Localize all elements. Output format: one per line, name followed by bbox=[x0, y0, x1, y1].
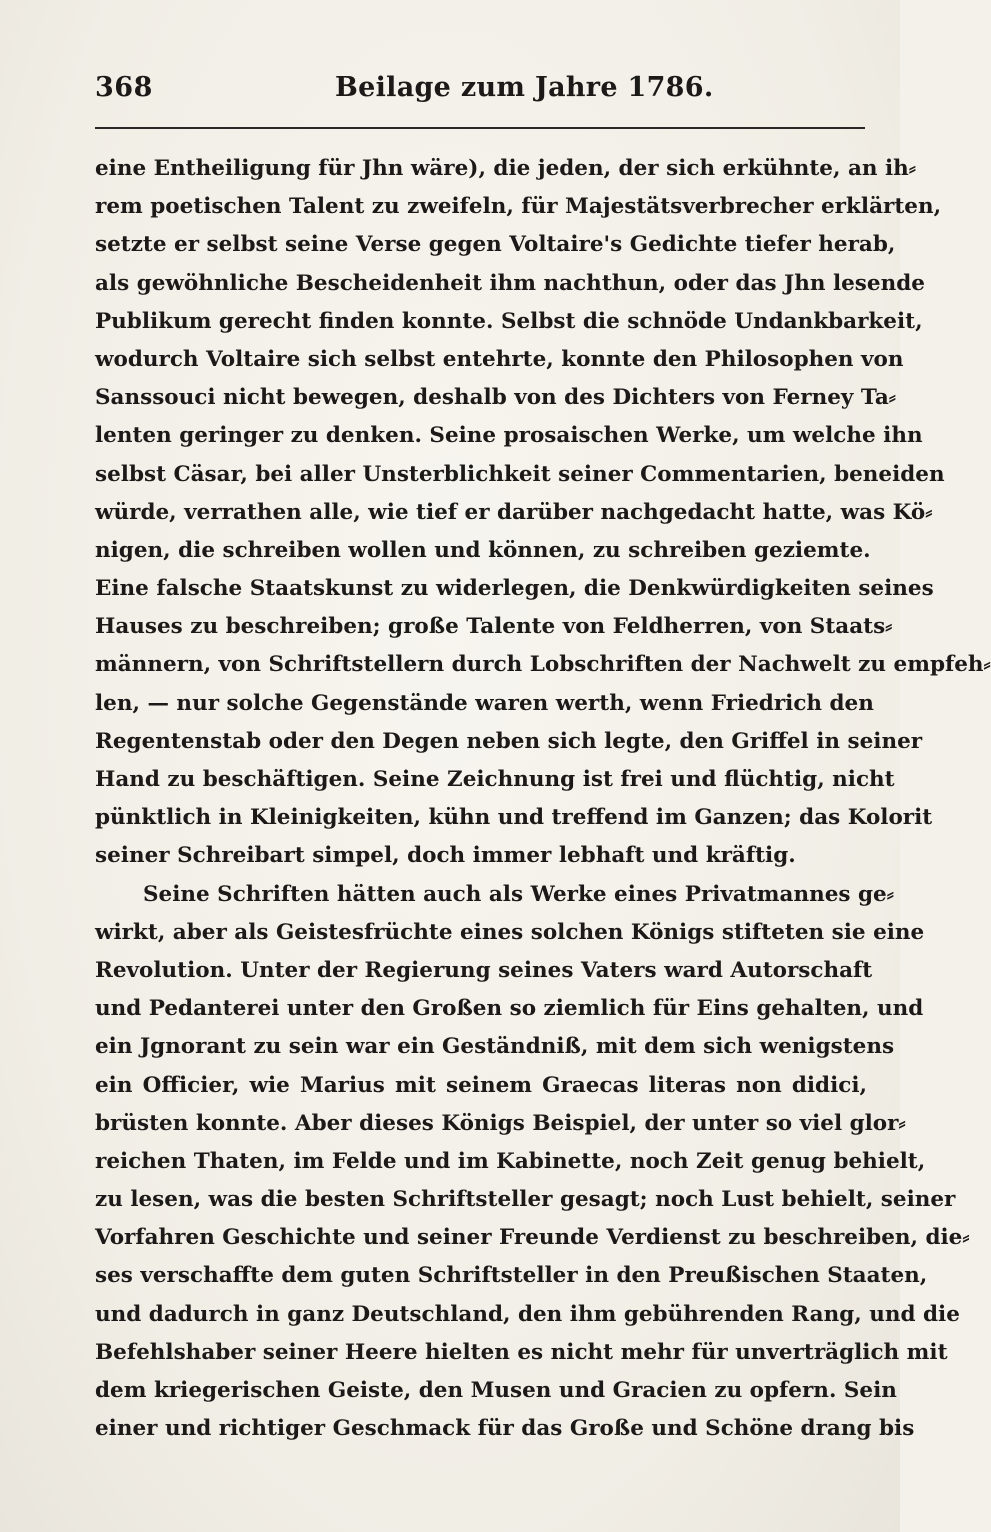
text-line: nigen, die schreiben wollen und können, zu schreiben geziemte. bbox=[95, 537, 871, 563]
text-line: ein Jgnorant zu sein war ein Geständniß, mit dem sich wenigstens bbox=[95, 1034, 895, 1060]
text-line: eine Entheiligung für Jhn wäre), die jeden, der sich erkühnte, an ih⸗ bbox=[95, 156, 916, 181]
text-line: rem poetischen Talent zu zweifeln, für Majestätsverbrecher erklärten, bbox=[95, 194, 942, 220]
text-line: lenten geringer zu denken. Seine prosaischen Werke, um welche ihn bbox=[95, 423, 923, 449]
running-head: Beilage zum Jahre 1786. bbox=[335, 72, 714, 103]
text-line: dem kriegerischen Geiste, den Musen und Gracien zu opfern. Sein bbox=[95, 1378, 897, 1403]
header-rule bbox=[95, 127, 865, 129]
body-text bbox=[95, 150, 991, 1448]
text-line: Seine Schriften hätten auch als Werke eines Privatmannes ge⸗ bbox=[143, 881, 894, 907]
text-line: Revolution. Unter der Regierung seines Vaters ward Autorschaft bbox=[95, 957, 873, 983]
text-line: seiner Schreibart simpel, doch immer lebhaft und kräftig. bbox=[95, 843, 796, 869]
text-line: Eine falsche Staatskunst zu widerlegen, die Denkwürdigkeiten seines bbox=[95, 576, 934, 602]
text-line: Sanssouci nicht bewegen, deshalb von des Dichters von Ferney Ta⸗ bbox=[95, 385, 896, 411]
text-line: als gewöhnliche Bescheidenheit ihm nachthun, oder das Jhn lesende bbox=[95, 270, 925, 296]
text-line: Publikum gerecht finden konnte. Selbst die schnöde Undankbarkeit, bbox=[95, 308, 923, 334]
text-line: reichen Thaten, im Felde und im Kabinette, noch Zeit genug behielt, bbox=[95, 1148, 926, 1174]
text-line: wirkt, aber als Geistesfrüchte eines solchen Königs stifteten sie eine bbox=[95, 919, 925, 945]
text-line: brüsten konnte. Aber dieses Königs Beispiel, der unter so viel glor⸗ bbox=[95, 1110, 906, 1136]
text-line: und Pedanterei unter den Großen so ziemlich für Eins gehalten, und bbox=[95, 996, 924, 1022]
text-line: Hauses zu beschreiben; große Talente von Feldherren, von Staats⸗ bbox=[95, 614, 893, 640]
text-line: einer und richtiger Geschmack für das Große und Schöne drang bis bbox=[95, 1416, 915, 1442]
text-line: wodurch Voltaire sich selbst entehrte, konnte den Philosophen von bbox=[95, 346, 904, 372]
page-number: 368 bbox=[95, 72, 153, 103]
text-line: männern, von Schriftstellern durch Lobschriften der Nachwelt zu empfeh⸗ bbox=[95, 652, 991, 678]
text-line: selbst Cäsar, bei aller Unsterblichkeit seiner Commentarien, beneiden bbox=[95, 461, 945, 487]
text-line: len, — nur solche Gegenstände waren werth, wenn Friedrich den bbox=[95, 690, 874, 716]
text-line: Befehlshaber seiner Heere hielten es nicht mehr für unverträglich mit bbox=[95, 1339, 948, 1365]
text-line: würde, verrathen alle, wie tief er darüber nachgedacht hatte, was Kö⸗ bbox=[95, 499, 933, 525]
text-line: setzte er selbst seine Verse gegen Voltaire's Gedichte tiefer herab, bbox=[95, 232, 896, 258]
text-line: Regentenstab oder den Degen neben sich legte, den Griffel in seiner bbox=[95, 728, 923, 754]
text-line: Hand zu beschäftigen. Seine Zeichnung ist frei und flüchtig, nicht bbox=[95, 767, 895, 792]
text-line: Vorfahren Geschichte und seiner Freunde Verdienst zu beschreiben, die⸗ bbox=[95, 1225, 970, 1251]
text-line: ein Officier, wie Marius mit seinem Graecas literas non didici, bbox=[95, 1072, 867, 1098]
text-line: pünktlich in Kleinigkeiten, kühn und treffend im Ganzen; das Kolorit bbox=[95, 805, 933, 831]
page-header bbox=[95, 72, 865, 112]
text-line: zu lesen, was die besten Schriftsteller gesagt; noch Lust behielt, seiner bbox=[95, 1187, 956, 1213]
text-line: ses verschaffte dem guten Schriftsteller in den Preußischen Staaten, bbox=[95, 1263, 928, 1289]
text-line: und dadurch in ganz Deutschland, den ihm gebührenden Rang, und die bbox=[95, 1301, 960, 1327]
